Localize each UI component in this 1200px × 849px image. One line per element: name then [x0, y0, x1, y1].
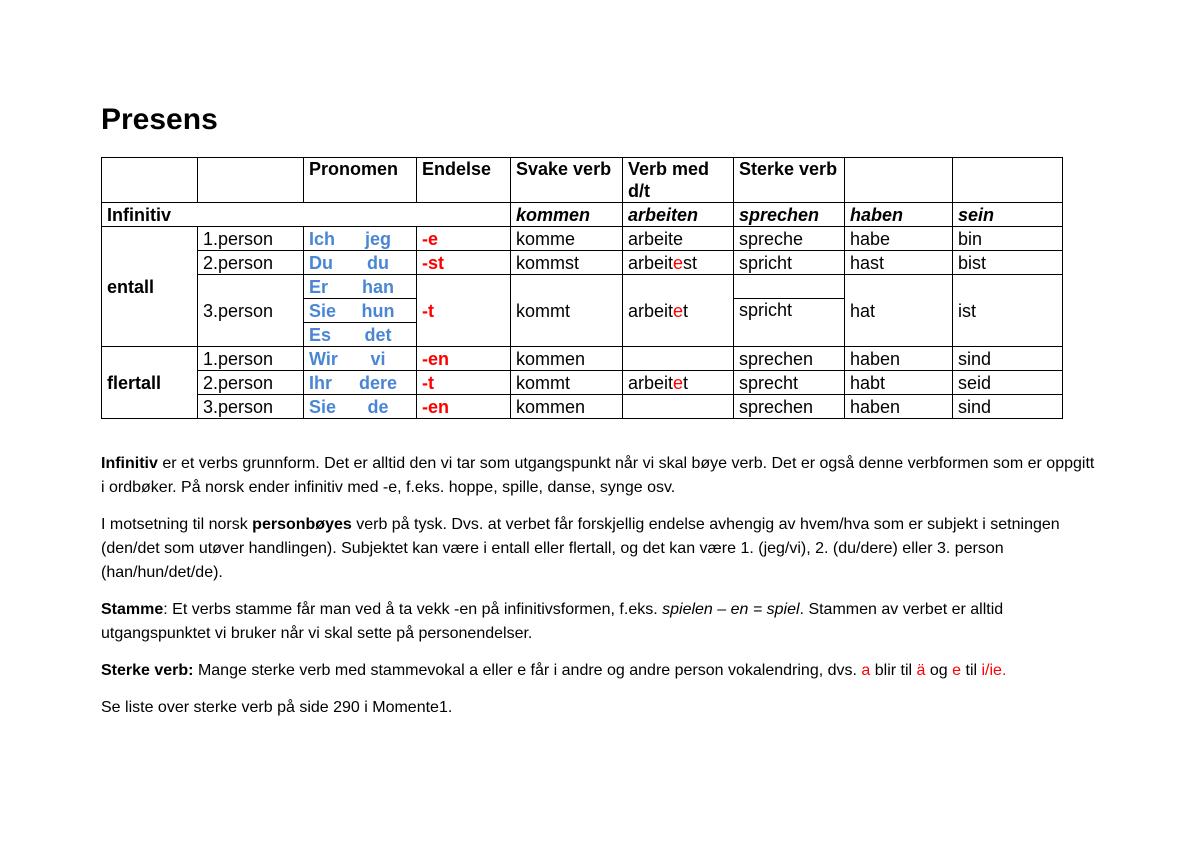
dt-connector-e: e: [673, 372, 684, 393]
pronoun-de: Ich: [309, 228, 336, 249]
svak-cell: komme: [511, 227, 623, 251]
table-row: [102, 371, 1063, 395]
pronoun-de: Du: [309, 252, 333, 273]
note-term: personbøyes: [252, 516, 352, 533]
pronoun-de: Ihr: [309, 372, 333, 393]
infinitiv-sein: sein: [953, 203, 1063, 227]
dt-cell: [623, 275, 734, 347]
sterk-cell: sprechen: [734, 395, 845, 419]
note-reference: [101, 696, 1101, 720]
pronoun-de: Er: [309, 276, 329, 297]
pronoun-cell: [304, 299, 417, 323]
sein-cell: sind: [953, 395, 1063, 419]
sterk-cell: sprechen: [734, 347, 845, 371]
sein-cell: bist: [953, 251, 1063, 275]
dt-ending: t: [683, 300, 689, 321]
dt-stem: arbeit: [628, 300, 674, 321]
pronoun-cell: [304, 323, 417, 347]
header-empty-cell: [953, 158, 1063, 203]
pronoun-de: Es: [309, 324, 332, 345]
pronoun-no: han: [361, 276, 394, 297]
person-cell: 1.person: [198, 347, 304, 371]
pronoun-cell: [304, 395, 417, 419]
note-infinitiv: [101, 452, 1101, 500]
sterk-cell: spricht: [734, 251, 845, 275]
sterk-cell: sprecht: [734, 371, 845, 395]
infinitiv-label: Infinitiv: [102, 203, 511, 227]
header-empty-cell: [845, 158, 953, 203]
vowel-i-ie: i/ie.: [981, 662, 1007, 679]
person-cell: 3.person: [198, 275, 304, 347]
conjugation-table: [101, 157, 1063, 419]
note-text: . Stammen av verbet er alltid utgangspunktet vi bruker når vi skal sette på personendelser.: [101, 601, 1004, 642]
note-text: Mange sterke verb med stammevokal a eller e får i andre og andre person vokalendring, dvs.: [193, 662, 862, 679]
pronoun-no: dere: [358, 372, 398, 393]
note-personboying: [101, 513, 1101, 585]
person-cell: 2.person: [198, 371, 304, 395]
pronoun-cell: [304, 371, 417, 395]
note-term: Stamme: [101, 601, 164, 618]
dt-ending: t: [683, 372, 689, 393]
table-header-row: [102, 158, 1063, 203]
note-text: blir til: [870, 662, 917, 679]
sein-cell: sind: [953, 347, 1063, 371]
header-empty-cell: [102, 158, 198, 203]
ending-cell: -en: [417, 395, 511, 419]
haben-cell: hast: [845, 251, 953, 275]
ending-cell: -t: [417, 275, 511, 347]
entall-label: entall: [102, 227, 198, 347]
dt-cell: [623, 347, 734, 371]
sein-cell: ist: [953, 275, 1063, 347]
note-text: : Et verbs stamme får man ved å ta vekk -en på infinitivsformen, f.eks.: [163, 601, 663, 618]
header-endelse: Endelse: [417, 158, 511, 203]
pronoun-no: de: [367, 396, 389, 417]
pronoun-cell: [304, 227, 417, 251]
person-cell: 2.person: [198, 251, 304, 275]
haben-cell: haben: [845, 347, 953, 371]
header-sterke-verb: Sterke verb: [734, 158, 845, 203]
pronoun-de: Wir: [309, 348, 338, 369]
sein-cell: seid: [953, 371, 1063, 395]
person-cell: 3.person: [198, 395, 304, 419]
header-svake-verb: Svake verb: [511, 158, 623, 203]
sterk-cell: spreche: [734, 227, 845, 251]
note-stamme: [101, 598, 1101, 646]
haben-cell: habe: [845, 227, 953, 251]
infinitiv-haben: haben: [845, 203, 953, 227]
flertall-label: flertall: [102, 347, 198, 419]
pronoun-no: du: [367, 252, 389, 273]
explanation-notes: [101, 452, 1101, 733]
pronoun-de: Sie: [309, 300, 337, 321]
dt-stem: arbeit: [628, 372, 674, 393]
header-pronomen: Pronomen: [304, 158, 417, 203]
note-text: til: [961, 662, 982, 679]
sterk-cell: spricht: [734, 299, 845, 347]
pronoun-no: hun: [361, 300, 395, 321]
haben-cell: habt: [845, 371, 953, 395]
vowel-a: a: [861, 662, 871, 679]
dt-cell: [623, 395, 734, 419]
pronoun-cell: [304, 275, 417, 299]
note-example: spielen – en = spiel: [662, 601, 800, 618]
dt-cell: arbeite: [623, 227, 734, 251]
table-row: [102, 227, 1063, 251]
header-verb-med-dt: Verb med d/t: [623, 158, 734, 203]
svak-cell: kommt: [511, 275, 623, 347]
ending-cell: -st: [417, 251, 511, 275]
dt-ending: st: [683, 252, 698, 273]
note-text: er et verbs grunnform. Det er alltid den vi tar som utgangspunkt når vi skal bøye verb. Det er også denne verbformen som er oppgitt i ordbøker. På norsk ender infinitiv med -e, f.eks. hoppe, spille, danse, synge osv.: [101, 455, 1095, 496]
svak-cell: kommt: [511, 371, 623, 395]
note-text: verb på tysk. Dvs. at verbet får forskjellig endelse avhengig av hvem/hva som er subjekt i setningen (den/det som utøver handlingen). Subjektet kan være i entall eller flertall, og det kan være 1. (jeg/vi), 2. (du/dere) eller 3. person (han/hun/det/de).: [101, 516, 1060, 581]
haben-cell: hat: [845, 275, 953, 347]
infinitiv-row: [102, 203, 1063, 227]
vowel-e: e: [952, 662, 962, 679]
table-row: [102, 395, 1063, 419]
pronoun-de: Sie: [309, 396, 337, 417]
note-text: og: [925, 662, 953, 679]
pronoun-no: det: [364, 324, 392, 345]
pronoun-no: jeg: [364, 228, 391, 249]
dt-cell: [623, 371, 734, 395]
svak-cell: kommen: [511, 395, 623, 419]
note-term: Sterke verb:: [101, 662, 194, 679]
svak-cell: kommst: [511, 251, 623, 275]
haben-cell: haben: [845, 395, 953, 419]
note-text: I motsetning til norsk: [101, 516, 253, 533]
infinitiv-svak: kommen: [511, 203, 623, 227]
note-text: Se liste over sterke verb på side 290 i Momente1.: [101, 699, 453, 716]
ending-cell: -e: [417, 227, 511, 251]
page-title: Presens: [101, 103, 218, 136]
infinitiv-dt: arbeiten: [623, 203, 734, 227]
infinitiv-sterk: sprechen: [734, 203, 845, 227]
pronoun-cell: [304, 251, 417, 275]
pronoun-cell: [304, 347, 417, 371]
dt-cell: [623, 251, 734, 275]
table-row: [102, 347, 1063, 371]
note-sterke-verb: [101, 659, 1101, 683]
sein-cell: bin: [953, 227, 1063, 251]
ending-cell: -t: [417, 371, 511, 395]
pronoun-no: vi: [370, 348, 386, 369]
dt-connector-e: e: [673, 252, 684, 273]
sterk-empty-cell: [734, 275, 845, 299]
dt-connector-e: e: [673, 300, 684, 321]
svak-cell: kommen: [511, 347, 623, 371]
table-row: [102, 251, 1063, 275]
person-cell: 1.person: [198, 227, 304, 251]
table-row: [102, 275, 1063, 299]
vowel-ae: ä: [916, 662, 926, 679]
ending-cell: -en: [417, 347, 511, 371]
header-empty-cell: [198, 158, 304, 203]
note-term: Infinitiv: [101, 455, 158, 472]
dt-stem: arbeit: [628, 252, 674, 273]
